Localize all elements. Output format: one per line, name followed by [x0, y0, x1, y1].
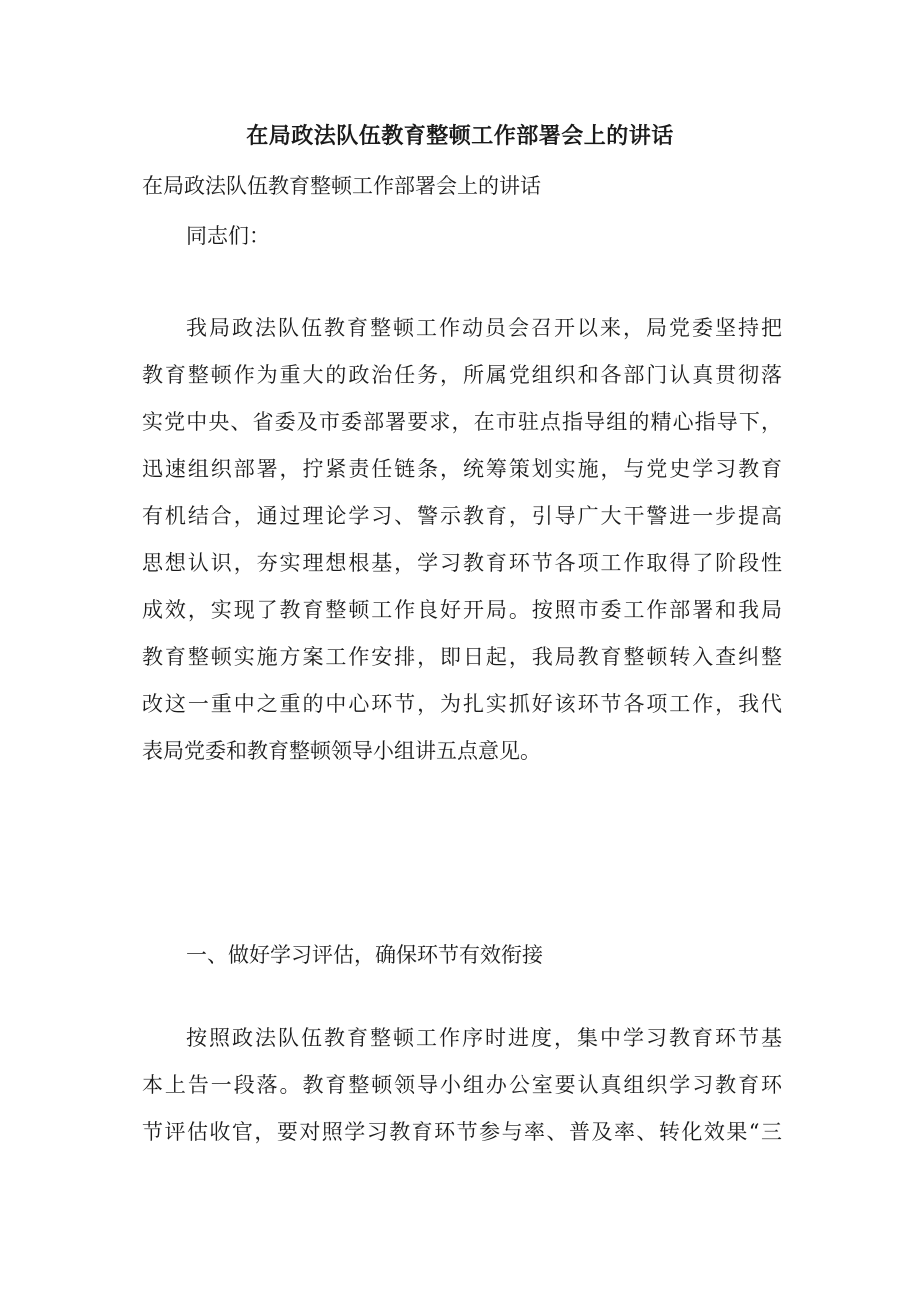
- paragraph-section1: [142, 1015, 782, 1156]
- section-heading: 一、做好学习评估，确保环节有效衔接: [186, 943, 543, 967]
- paragraph-line: 按照政法队伍教育整顿工作序时进度，集中学习教育环节基: [186, 1026, 782, 1050]
- paragraph-line: 成效，实现了教育整顿工作良好开局。按照市委工作部署和我局: [142, 598, 782, 622]
- paragraph-line: 教育整顿实施方案工作安排，即日起，我局教育整顿转入查纠整: [142, 645, 782, 669]
- paragraph-line: 教育整顿作为重大的政治任务，所属党组织和各部门认真贯彻落: [142, 363, 782, 387]
- paragraph-line: 改这一重中之重的中心环节，为扎实抓好该环节各项工作，我代: [142, 692, 782, 716]
- document-subtitle: 在局政法队伍教育整顿工作部署会上的讲话: [142, 174, 541, 198]
- paragraph-line: 本上告一段落。教育整顿领导小组办公室要认真组织学习教育环: [142, 1073, 782, 1097]
- paragraph-line: 实党中央、省委及市委部署要求，在市驻点指导组的精心指导下，: [142, 410, 782, 434]
- paragraph-line: 有机结合，通过理论学习、警示教育，引导广大干警进一步提高: [142, 504, 782, 528]
- paragraph-line: 我局政法队伍教育整顿工作动员会召开以来，局党委坚持把: [186, 316, 782, 340]
- paragraph-line: 表局党委和教育整顿领导小组讲五点意见。: [142, 739, 541, 763]
- paragraph-intro: [142, 305, 782, 775]
- salutation: 同志们：: [186, 224, 270, 248]
- paragraph-line: 节评估收官，要对照学习教育环节参与率、普及率、转化效果“三: [142, 1120, 782, 1144]
- paragraph-line: 迅速组织部署，拧紧责任链条，统筹策划实施，与党史学习教育: [142, 457, 782, 481]
- document-title: 在局政法队伍教育整顿工作部署会上的讲话: [246, 123, 674, 149]
- paragraph-line: 思想认识，夯实理想根基，学习教育环节各项工作取得了阶段性: [142, 551, 782, 575]
